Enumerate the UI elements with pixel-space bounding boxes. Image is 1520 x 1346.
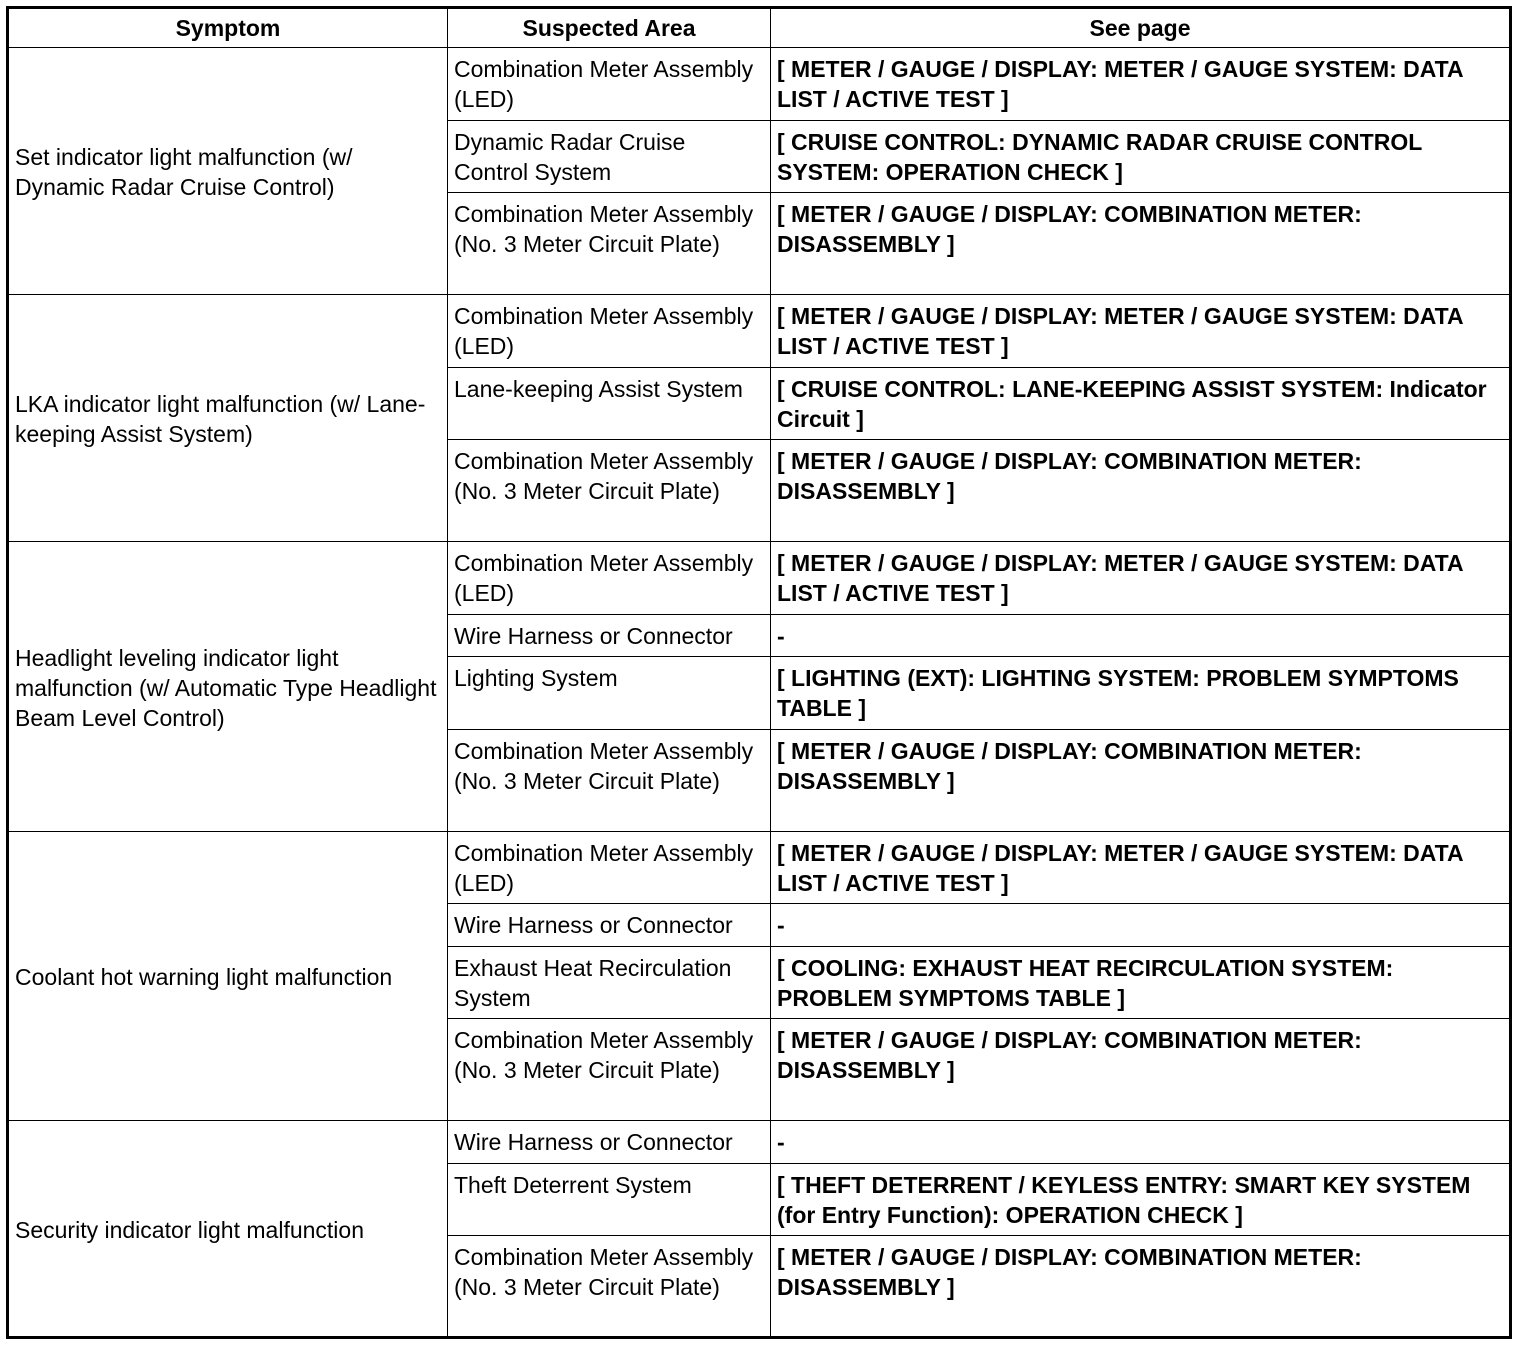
suspected-area-cell: Combination Meter Assembly (No. 3 Meter Circuit Plate) bbox=[448, 440, 771, 542]
table-row bbox=[8, 295, 1511, 368]
see-page-cell: [ METER / GAUGE / DISPLAY: METER / GAUGE SYSTEM: DATA LIST / ACTIVE TEST ] bbox=[771, 832, 1511, 904]
suspected-area-cell: Exhaust Heat Recirculation System bbox=[448, 947, 771, 1019]
table-row bbox=[8, 48, 1511, 121]
see-page-cell: [ METER / GAUGE / DISPLAY: COMBINATION METER: DISASSEMBLY ] bbox=[771, 193, 1511, 295]
symptom-cell: Headlight leveling indicator light malfunction (w/ Automatic Type Headlight Beam Level Control) bbox=[8, 542, 448, 832]
see-page-cell: - bbox=[771, 615, 1511, 657]
header-see-page: See page bbox=[771, 8, 1511, 48]
see-page-cell: [ METER / GAUGE / DISPLAY: METER / GAUGE SYSTEM: DATA LIST / ACTIVE TEST ] bbox=[771, 542, 1511, 615]
symptom-cell: LKA indicator light malfunction (w/ Lane-keeping Assist System) bbox=[8, 295, 448, 542]
suspected-area-cell: Dynamic Radar Cruise Control System bbox=[448, 121, 771, 193]
suspected-area-cell: Wire Harness or Connector bbox=[448, 615, 771, 657]
see-page-cell: [ METER / GAUGE / DISPLAY: COMBINATION METER: DISASSEMBLY ] bbox=[771, 1236, 1511, 1338]
suspected-area-cell: Combination Meter Assembly (LED) bbox=[448, 832, 771, 904]
see-page-cell: [ METER / GAUGE / DISPLAY: METER / GAUGE SYSTEM: DATA LIST / ACTIVE TEST ] bbox=[771, 295, 1511, 368]
see-page-cell: - bbox=[771, 1121, 1511, 1164]
see-page-cell: [ METER / GAUGE / DISPLAY: COMBINATION METER: DISASSEMBLY ] bbox=[771, 440, 1511, 542]
suspected-area-cell: Theft Deterrent System bbox=[448, 1164, 771, 1236]
see-page-cell: [ CRUISE CONTROL: DYNAMIC RADAR CRUISE CONTROL SYSTEM: OPERATION CHECK ] bbox=[771, 121, 1511, 193]
suspected-area-cell: Wire Harness or Connector bbox=[448, 904, 771, 947]
suspected-area-cell: Combination Meter Assembly (LED) bbox=[448, 542, 771, 615]
table-row bbox=[8, 1121, 1511, 1164]
see-page-cell: - bbox=[771, 904, 1511, 947]
table-row bbox=[8, 542, 1511, 615]
suspected-area-cell: Combination Meter Assembly (No. 3 Meter Circuit Plate) bbox=[448, 1019, 771, 1121]
suspected-area-cell: Wire Harness or Connector bbox=[448, 1121, 771, 1164]
see-page-cell: [ COOLING: EXHAUST HEAT RECIRCULATION SYSTEM: PROBLEM SYMPTOMS TABLE ] bbox=[771, 947, 1511, 1019]
header-suspected-area: Suspected Area bbox=[448, 8, 771, 48]
suspected-area-cell: Combination Meter Assembly (No. 3 Meter Circuit Plate) bbox=[448, 730, 771, 832]
header-row bbox=[8, 8, 1511, 48]
see-page-cell: [ METER / GAUGE / DISPLAY: METER / GAUGE SYSTEM: DATA LIST / ACTIVE TEST ] bbox=[771, 48, 1511, 121]
suspected-area-cell: Lighting System bbox=[448, 657, 771, 730]
see-page-cell: [ METER / GAUGE / DISPLAY: COMBINATION METER: DISASSEMBLY ] bbox=[771, 730, 1511, 832]
suspected-area-cell: Combination Meter Assembly (LED) bbox=[448, 48, 771, 121]
symptom-cell: Set indicator light malfunction (w/ Dynamic Radar Cruise Control) bbox=[8, 48, 448, 295]
suspected-area-cell: Lane-keeping Assist System bbox=[448, 368, 771, 440]
see-page-cell: [ METER / GAUGE / DISPLAY: COMBINATION METER: DISASSEMBLY ] bbox=[771, 1019, 1511, 1121]
suspected-area-cell: Combination Meter Assembly (LED) bbox=[448, 295, 771, 368]
symptom-cell: Coolant hot warning light malfunction bbox=[8, 832, 448, 1121]
table-row bbox=[8, 832, 1511, 904]
see-page-cell: [ CRUISE CONTROL: LANE-KEEPING ASSIST SYSTEM: Indicator Circuit ] bbox=[771, 368, 1511, 440]
symptom-table bbox=[6, 6, 1512, 1339]
header-symptom: Symptom bbox=[8, 8, 448, 48]
suspected-area-cell: Combination Meter Assembly (No. 3 Meter Circuit Plate) bbox=[448, 1236, 771, 1338]
see-page-cell: [ THEFT DETERRENT / KEYLESS ENTRY: SMART KEY SYSTEM (for Entry Function): OPERATION CHECK ] bbox=[771, 1164, 1511, 1236]
suspected-area-cell: Combination Meter Assembly (No. 3 Meter Circuit Plate) bbox=[448, 193, 771, 295]
see-page-cell: [ LIGHTING (EXT): LIGHTING SYSTEM: PROBLEM SYMPTOMS TABLE ] bbox=[771, 657, 1511, 730]
symptom-table-wrapper bbox=[6, 6, 1512, 1339]
symptom-cell: Security indicator light malfunction bbox=[8, 1121, 448, 1338]
